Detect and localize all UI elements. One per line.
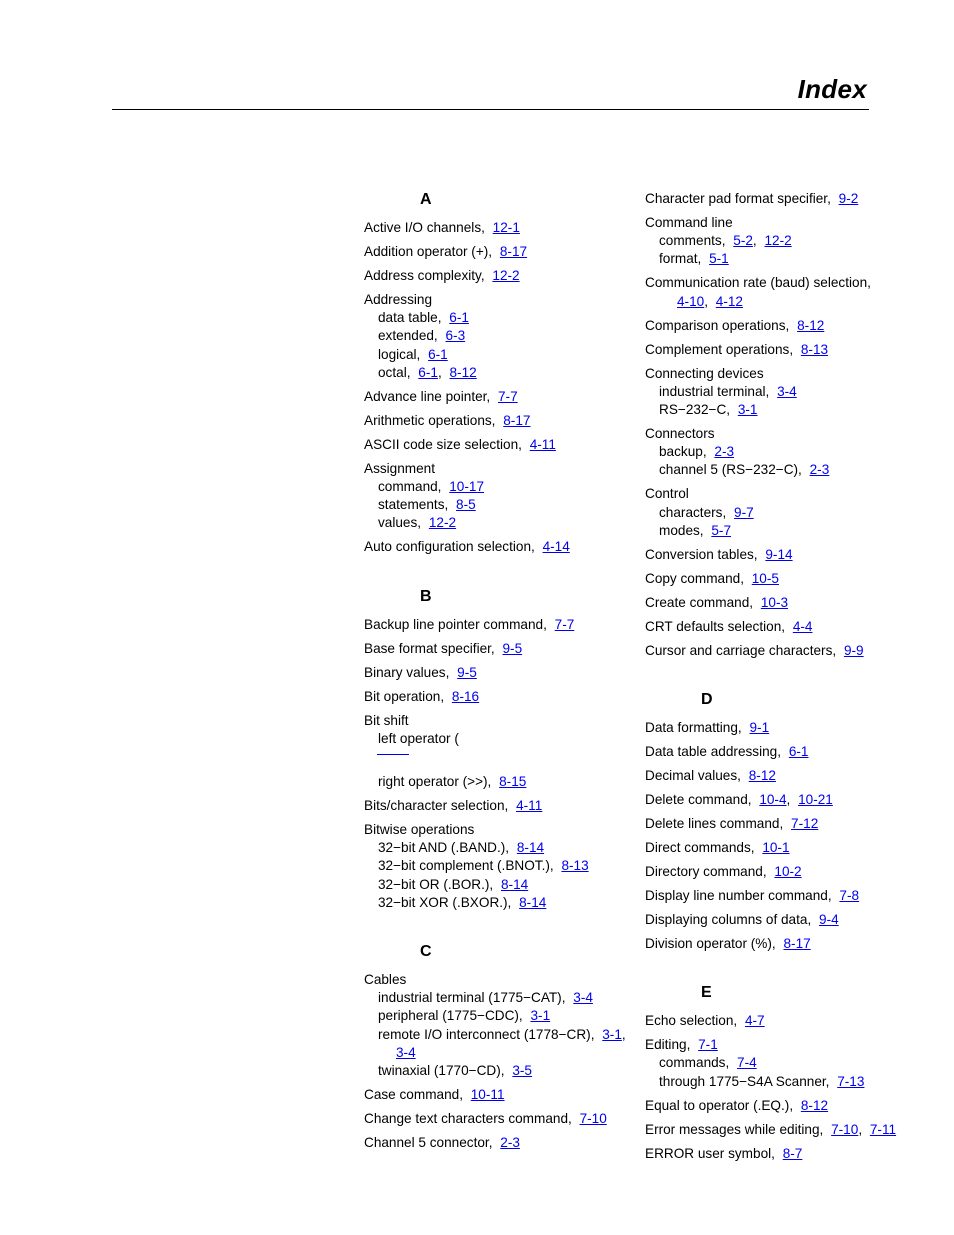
entry-text: right operator (>>),: [378, 774, 496, 790]
page-ref-link-9-9[interactable]: 9-9: [843, 642, 864, 658]
index-term: [645, 791, 945, 809]
entry-text: Conversion tables,: [645, 546, 762, 562]
index-subentry: [364, 496, 634, 514]
page-ref-link-6-1[interactable]: 6-1: [449, 310, 469, 326]
page-ref-link-5-1[interactable]: 5-1: [709, 251, 729, 267]
page-ref-link-7-10[interactable]: 7-10: [579, 1111, 607, 1127]
index-term: [364, 436, 634, 454]
index-term: [645, 425, 945, 443]
entry-text: Character pad format specifier,: [645, 191, 835, 206]
page-ref-link-8-17[interactable]: 8-17: [503, 412, 531, 428]
index-entry: [364, 797, 634, 815]
page-ref-link-2-3[interactable]: 2-3: [809, 462, 830, 478]
index-subentry: [364, 894, 634, 912]
index-entry: [645, 642, 945, 660]
page-ref-link-7-10[interactable]: 7-10: [831, 1121, 859, 1137]
index-entry: [645, 935, 945, 953]
page-ref-link-8-13[interactable]: 8-13: [561, 858, 589, 874]
entry-text: Cables: [364, 972, 407, 988]
entry-text: Bit operation,: [364, 688, 448, 704]
entry-text: Backup line pointer command,: [364, 616, 551, 632]
index-entry: [364, 538, 634, 556]
index-term: [364, 971, 634, 989]
page-ref-link-3-1[interactable]: 3-1: [530, 1008, 551, 1024]
entry-text: comments,: [659, 233, 730, 249]
index-term: [645, 1097, 945, 1115]
index-subentry: [364, 327, 634, 345]
index-subentry: [645, 443, 945, 461]
index-entry: [645, 1012, 945, 1030]
index-term: [645, 767, 945, 785]
index-term: [364, 664, 634, 682]
index-entry: [364, 616, 634, 634]
entry-text: Editing,: [645, 1037, 695, 1053]
index-entry: [645, 815, 945, 833]
entry-text: extended,: [378, 328, 442, 344]
page-ref-link-8-14[interactable]: 8-14: [500, 876, 529, 892]
index-subentry: [364, 514, 634, 532]
section-letter: B: [420, 587, 432, 605]
entry-text: Copy command,: [645, 570, 748, 586]
index-term: [645, 546, 945, 564]
index-entry: [364, 460, 634, 533]
page-ref-link-8-14[interactable]: 8-14: [516, 840, 545, 856]
entry-text: through 1775−S4A Scanner,: [659, 1073, 834, 1089]
entry-text: Command line: [645, 215, 733, 230]
page-ref-link-6-3[interactable]: 6-3: [445, 328, 466, 344]
index-entry: [645, 365, 945, 420]
index-entry: [364, 1086, 634, 1104]
index-term: [364, 797, 634, 815]
index-subentry: [364, 364, 634, 382]
index-subentry: [364, 1044, 634, 1062]
index-term: [364, 460, 634, 478]
index-term: [645, 341, 945, 359]
page-ref-link-7-1[interactable]: 7-1: [698, 1037, 718, 1053]
index-entry: [364, 1110, 634, 1128]
index-column-left: [364, 190, 634, 1182]
index-section-d: [645, 690, 945, 953]
index-section-b: [364, 587, 634, 912]
entry-text: Base format specifier,: [364, 640, 499, 656]
page-ref-link-8-12[interactable]: 8-12: [748, 768, 776, 784]
index-term: [364, 267, 634, 285]
index-term: [645, 1145, 945, 1163]
entry-text: Echo selection,: [645, 1013, 741, 1029]
index-term: [364, 640, 634, 658]
index-term: [645, 594, 945, 612]
index-term: [645, 485, 945, 503]
index-term: [645, 190, 945, 208]
index-entry: [645, 767, 945, 785]
page-ref-link-10-5[interactable]: 10-5: [751, 570, 779, 586]
entry-text: modes,: [659, 522, 708, 538]
ref-separator: ,: [437, 364, 446, 380]
page-ref-link-9-5[interactable]: 9-5: [502, 640, 523, 656]
page-ref-link-12-2[interactable]: 12-2: [764, 233, 792, 249]
index-entry: [645, 618, 945, 636]
entry-text: data table,: [378, 310, 446, 326]
entry-text: left operator (: [378, 730, 459, 746]
entry-text: Bitwise operations: [364, 822, 475, 838]
index-column-right: [645, 190, 945, 1193]
index-subentry: [364, 346, 634, 364]
index-subentry: [364, 1062, 634, 1080]
entry-text: backup,: [659, 444, 711, 460]
index-entry: [645, 1036, 945, 1091]
index-term: [364, 1086, 634, 1104]
entry-text: Error messages while editing,: [645, 1121, 828, 1137]
index-term: [645, 1012, 945, 1030]
index-entry: [364, 219, 634, 237]
entry-text: Assignment: [364, 460, 436, 476]
index-subentry: [645, 522, 945, 540]
index-entry: [645, 594, 945, 612]
index-term: [364, 388, 634, 406]
index-term: [364, 412, 634, 430]
index-entry: [645, 791, 945, 809]
page-ref-link-12-1[interactable]: 12-1: [492, 220, 520, 235]
entry-text: 32−bit OR (.BOR.),: [378, 876, 497, 892]
page-ref-link-8-15[interactable]: 8-15: [499, 774, 527, 790]
page-ref-link-8-13[interactable]: 8-13: [800, 341, 829, 357]
index-subentry: [364, 1026, 634, 1044]
page-ref-link-8-17[interactable]: 8-17: [499, 244, 528, 259]
page-ref-link-4-11[interactable]: 4-11: [529, 436, 556, 452]
index-entry: [364, 640, 634, 658]
ref-separator: ,: [752, 233, 761, 249]
page-title: Index: [797, 74, 867, 104]
index-subentry: [364, 309, 634, 327]
index-section-e: [645, 983, 945, 1163]
entry-text: format,: [659, 251, 706, 267]
entry-text: RS−232−C,: [659, 402, 734, 418]
section-letter: A: [420, 191, 432, 208]
page-ref-link-7-11[interactable]: 7-11: [869, 1121, 897, 1137]
index-entry: [645, 911, 945, 929]
entry-text: commands,: [659, 1055, 734, 1071]
entry-text: Direct commands,: [645, 840, 759, 856]
page-ref-link-7-7[interactable]: 7-7: [497, 388, 518, 404]
entry-text: Addressing: [364, 292, 433, 307]
index-subentry: [645, 232, 945, 250]
page-ref-link-9-5[interactable]: 9-5: [457, 664, 477, 680]
entry-text: Control: [645, 486, 689, 502]
index-subentry: [364, 773, 634, 791]
index-term: [645, 317, 945, 335]
index-subentry: [364, 989, 634, 1007]
index-subentry: [645, 504, 945, 522]
entry-text: Delete command,: [645, 792, 756, 808]
entry-text: Data formatting,: [645, 720, 746, 736]
entry-text: Decimal values,: [645, 768, 745, 784]
index-term: [645, 743, 945, 761]
entry-text: Data table addressing,: [645, 744, 785, 760]
entry-text: Channel 5 connector,: [364, 1135, 497, 1151]
index-entry: [364, 1134, 634, 1152]
page-ref-link-9-2[interactable]: 9-2: [838, 191, 859, 206]
entry-text: remote I/O interconnect (1778−CR),: [378, 1026, 599, 1042]
entry-text: statements,: [378, 497, 453, 513]
entry-text: Case command,: [364, 1087, 467, 1103]
index-entry: [364, 712, 634, 792]
page-ref-link-2-3[interactable]: 2-3: [714, 444, 735, 460]
entry-text: octal,: [378, 364, 415, 380]
index-subentry: [364, 730, 634, 748]
index-term: [364, 1110, 634, 1128]
index-term: [364, 821, 634, 839]
page-ref-link-3-1[interactable]: 3-1: [602, 1026, 622, 1042]
index-entry: [645, 214, 945, 269]
header-rule: [112, 109, 869, 110]
index-term: [364, 688, 634, 706]
entry-text: ASCII code size selection,: [364, 436, 526, 452]
index-subentry: [645, 293, 945, 311]
index-term: [364, 538, 634, 556]
section-letter: D: [701, 691, 713, 709]
entry-text: CRT defaults selection,: [645, 618, 789, 634]
index-term: [645, 719, 945, 737]
page-ref-link-7-12[interactable]: 7-12: [791, 816, 819, 832]
entry-text: ERROR user symbol,: [645, 1145, 779, 1161]
page-ref-link-4-12[interactable]: 4-12: [715, 293, 743, 309]
page-ref-link-5-7[interactable]: 5-7: [711, 522, 732, 538]
entry-text: channel 5 (RS−232−C),: [659, 462, 806, 478]
entry-text: peripheral (1775−CDC),: [378, 1008, 527, 1024]
entry-text: Connectors: [645, 426, 715, 442]
index-term: [645, 935, 945, 953]
page-ref-link-3-5[interactable]: 3-5: [512, 1063, 532, 1079]
entry-text: Communication rate (baud) selection,: [645, 275, 871, 291]
page-ref-link-8-7[interactable]: 8-7: [782, 1145, 803, 1161]
entry-text: Displaying columns of data,: [645, 912, 816, 928]
index-entry: [364, 267, 634, 285]
index-subentry: [645, 250, 945, 268]
page-ref-link-4-4[interactable]: 4-4: [792, 618, 813, 634]
index-term: [364, 243, 634, 261]
page-ref-link-7-13[interactable]: 7-13: [837, 1073, 865, 1089]
index-entry: [364, 971, 634, 1080]
entry-text: industrial terminal,: [659, 383, 774, 399]
index-subentry: [645, 461, 945, 479]
index-subentry: [645, 1054, 945, 1072]
index-subentry: [645, 1073, 945, 1091]
entry-text: Create command,: [645, 594, 757, 610]
page-ref-link-8-12[interactable]: 8-12: [449, 364, 477, 380]
entry-text: characters,: [659, 504, 731, 520]
page-ref-link-10-21[interactable]: 10-21: [798, 792, 833, 808]
index-entry: [364, 436, 634, 454]
index-entry: [645, 546, 945, 564]
index-term: [364, 1134, 634, 1152]
index-entry: [364, 664, 634, 682]
ref-separator: ,: [704, 293, 712, 309]
index-entry: [645, 719, 945, 737]
index-entry: [364, 291, 634, 382]
entry-text: Advance line pointer,: [364, 388, 494, 404]
index-entry: [645, 570, 945, 588]
index-entry: [364, 412, 634, 430]
entry-text: Complement operations,: [645, 341, 797, 357]
index-entry: [645, 839, 945, 857]
index-entry: [645, 887, 945, 905]
index-term: [645, 365, 945, 383]
index-term: [645, 642, 945, 660]
page-ref-link-7-4[interactable]: 7-4: [737, 1055, 757, 1071]
page-ref-link-3-4[interactable]: 3-4: [777, 383, 797, 399]
entry-text: Delete lines command,: [645, 816, 788, 832]
index-term: [364, 616, 634, 634]
entry-text: Comparison operations,: [645, 317, 794, 333]
page-ref-link-7-8[interactable]: 7-8: [839, 888, 860, 904]
page-ref-link-3-1[interactable]: 3-1: [737, 402, 758, 418]
page-ref-link-7-7[interactable]: 7-7: [554, 616, 575, 632]
page-ref-link-5-2[interactable]: 5-2: [733, 233, 753, 249]
index-subentry: [645, 401, 945, 419]
entry-text: 32−bit complement (.BNOT.),: [378, 858, 558, 874]
index-entry: [645, 425, 945, 480]
index-section-continued: [645, 190, 945, 660]
page-ref-link-9-1[interactable]: 9-1: [749, 720, 770, 736]
index-entry: [645, 341, 945, 359]
entry-text: command,: [378, 479, 446, 495]
index-term: [364, 712, 634, 730]
index-term: [645, 911, 945, 929]
page-ref-link-10-11[interactable]: 10-11: [470, 1087, 505, 1103]
page-ref-link-9-14[interactable]: 9-14: [765, 546, 793, 562]
page-ref-link-6-1[interactable]: 6-1: [788, 744, 809, 760]
page-ref-link-4-7[interactable]: 4-7: [744, 1013, 765, 1029]
trailing-punctuation: ,: [621, 1026, 626, 1042]
index-entry: [364, 243, 634, 261]
index-term: [645, 618, 945, 636]
index-entry: [645, 1097, 945, 1115]
ref-separator: ,: [786, 792, 795, 808]
entry-text: 32−bit AND (.BAND.),: [378, 840, 513, 856]
index-entry: [645, 485, 945, 540]
page-ref-link-12-2[interactable]: 12-2: [428, 515, 457, 531]
index-section-c: [364, 942, 634, 1152]
page-ref-link-12-2[interactable]: 12-2: [492, 268, 520, 283]
index-term: [645, 815, 945, 833]
entry-text: Division operator (%),: [645, 936, 780, 952]
index-term: [645, 570, 945, 588]
index-entry: [364, 821, 634, 912]
page-ref-link-8-17[interactable]: 8-17: [783, 936, 811, 952]
index-term: [645, 887, 945, 905]
page-ref-link-4-11[interactable]: 4-11: [516, 798, 543, 814]
index-subentry: [364, 839, 634, 857]
entry-text: Binary values,: [364, 664, 454, 680]
entry-text: Cursor and carriage characters,: [645, 642, 840, 658]
index-subentry: [364, 876, 634, 894]
page-ref-link-2-3[interactable]: 2-3: [500, 1135, 520, 1151]
section-letter: E: [701, 984, 712, 1002]
entry-text: Display line number command,: [645, 888, 836, 904]
index-entry: [645, 1145, 945, 1163]
entry-text: Auto configuration selection,: [364, 539, 539, 555]
index-subentry: [364, 478, 634, 496]
entry-text: Directory command,: [645, 864, 771, 880]
entry-text: Arithmetic operations,: [364, 412, 500, 428]
index-section-a: [364, 190, 634, 557]
index-term: [364, 219, 634, 237]
page-ref-link-4-14[interactable]: 4-14: [542, 539, 570, 555]
empty-link-underline: [377, 754, 409, 755]
index-entry: [645, 190, 945, 208]
section-letter: C: [420, 943, 432, 961]
index-entry: [645, 274, 945, 310]
page-ref-link-8-14[interactable]: 8-14: [519, 894, 547, 910]
page-ref-link-6-1[interactable]: 6-1: [428, 346, 448, 362]
entry-text: Addition operator (+),: [364, 244, 496, 259]
index-entry: [364, 688, 634, 706]
page-ref-link-4-10[interactable]: 4-10: [677, 293, 705, 309]
entry-text: Equal to operator (.EQ.),: [645, 1097, 797, 1113]
entry-text: industrial terminal (1775−CAT),: [378, 990, 570, 1006]
page-ref-link-10-1[interactable]: 10-1: [762, 840, 790, 856]
page-ref-link-8-5[interactable]: 8-5: [456, 497, 476, 513]
entry-text: Active I/O channels,: [364, 220, 489, 235]
entry-text: Bit shift: [364, 712, 409, 728]
index-term: [645, 1036, 945, 1054]
page-ref-link-10-2[interactable]: 10-2: [774, 864, 802, 880]
entry-text: values,: [378, 515, 425, 531]
page-ref-link-6-1[interactable]: 6-1: [418, 364, 438, 380]
index-term: [645, 214, 945, 232]
index-term: [645, 863, 945, 881]
page-ref-link-9-7[interactable]: 9-7: [734, 504, 754, 520]
page-ref-link-3-4[interactable]: 3-4: [396, 1044, 416, 1060]
entry-text: Change text characters command,: [364, 1111, 576, 1127]
entry-text: 32−bit XOR (.BXOR.),: [378, 894, 516, 910]
index-term: [645, 1121, 945, 1139]
index-term: [645, 274, 945, 292]
index-term: [645, 839, 945, 857]
entry-text: twinaxial (1770−CD),: [378, 1063, 509, 1079]
index-subentry: [364, 1007, 634, 1025]
index-term: [364, 291, 634, 309]
page-ref-link-8-12[interactable]: 8-12: [797, 317, 825, 333]
page-ref-link-3-4[interactable]: 3-4: [573, 990, 593, 1006]
index-entry: [645, 743, 945, 761]
page-ref-link-10-17[interactable]: 10-17: [449, 479, 485, 495]
entry-text: logical,: [378, 346, 425, 362]
index-entry: [364, 388, 634, 406]
index-subentry: [645, 383, 945, 401]
index-subentry: [364, 857, 634, 875]
index-entry: [645, 1121, 945, 1139]
entry-text: Connecting devices: [645, 365, 764, 381]
entry-text: Address complexity,: [364, 268, 489, 283]
entry-text: Bits/character selection,: [364, 798, 513, 814]
page-ref-link-10-3[interactable]: 10-3: [760, 594, 789, 610]
ref-separator: ,: [858, 1121, 866, 1137]
page-ref-link-10-4[interactable]: 10-4: [759, 792, 787, 808]
index-entry: [645, 317, 945, 335]
index-entry: [645, 863, 945, 881]
page-ref-link-8-12[interactable]: 8-12: [800, 1097, 829, 1113]
page-ref-link-9-4[interactable]: 9-4: [819, 912, 839, 928]
page-ref-link-8-16[interactable]: 8-16: [451, 688, 480, 704]
